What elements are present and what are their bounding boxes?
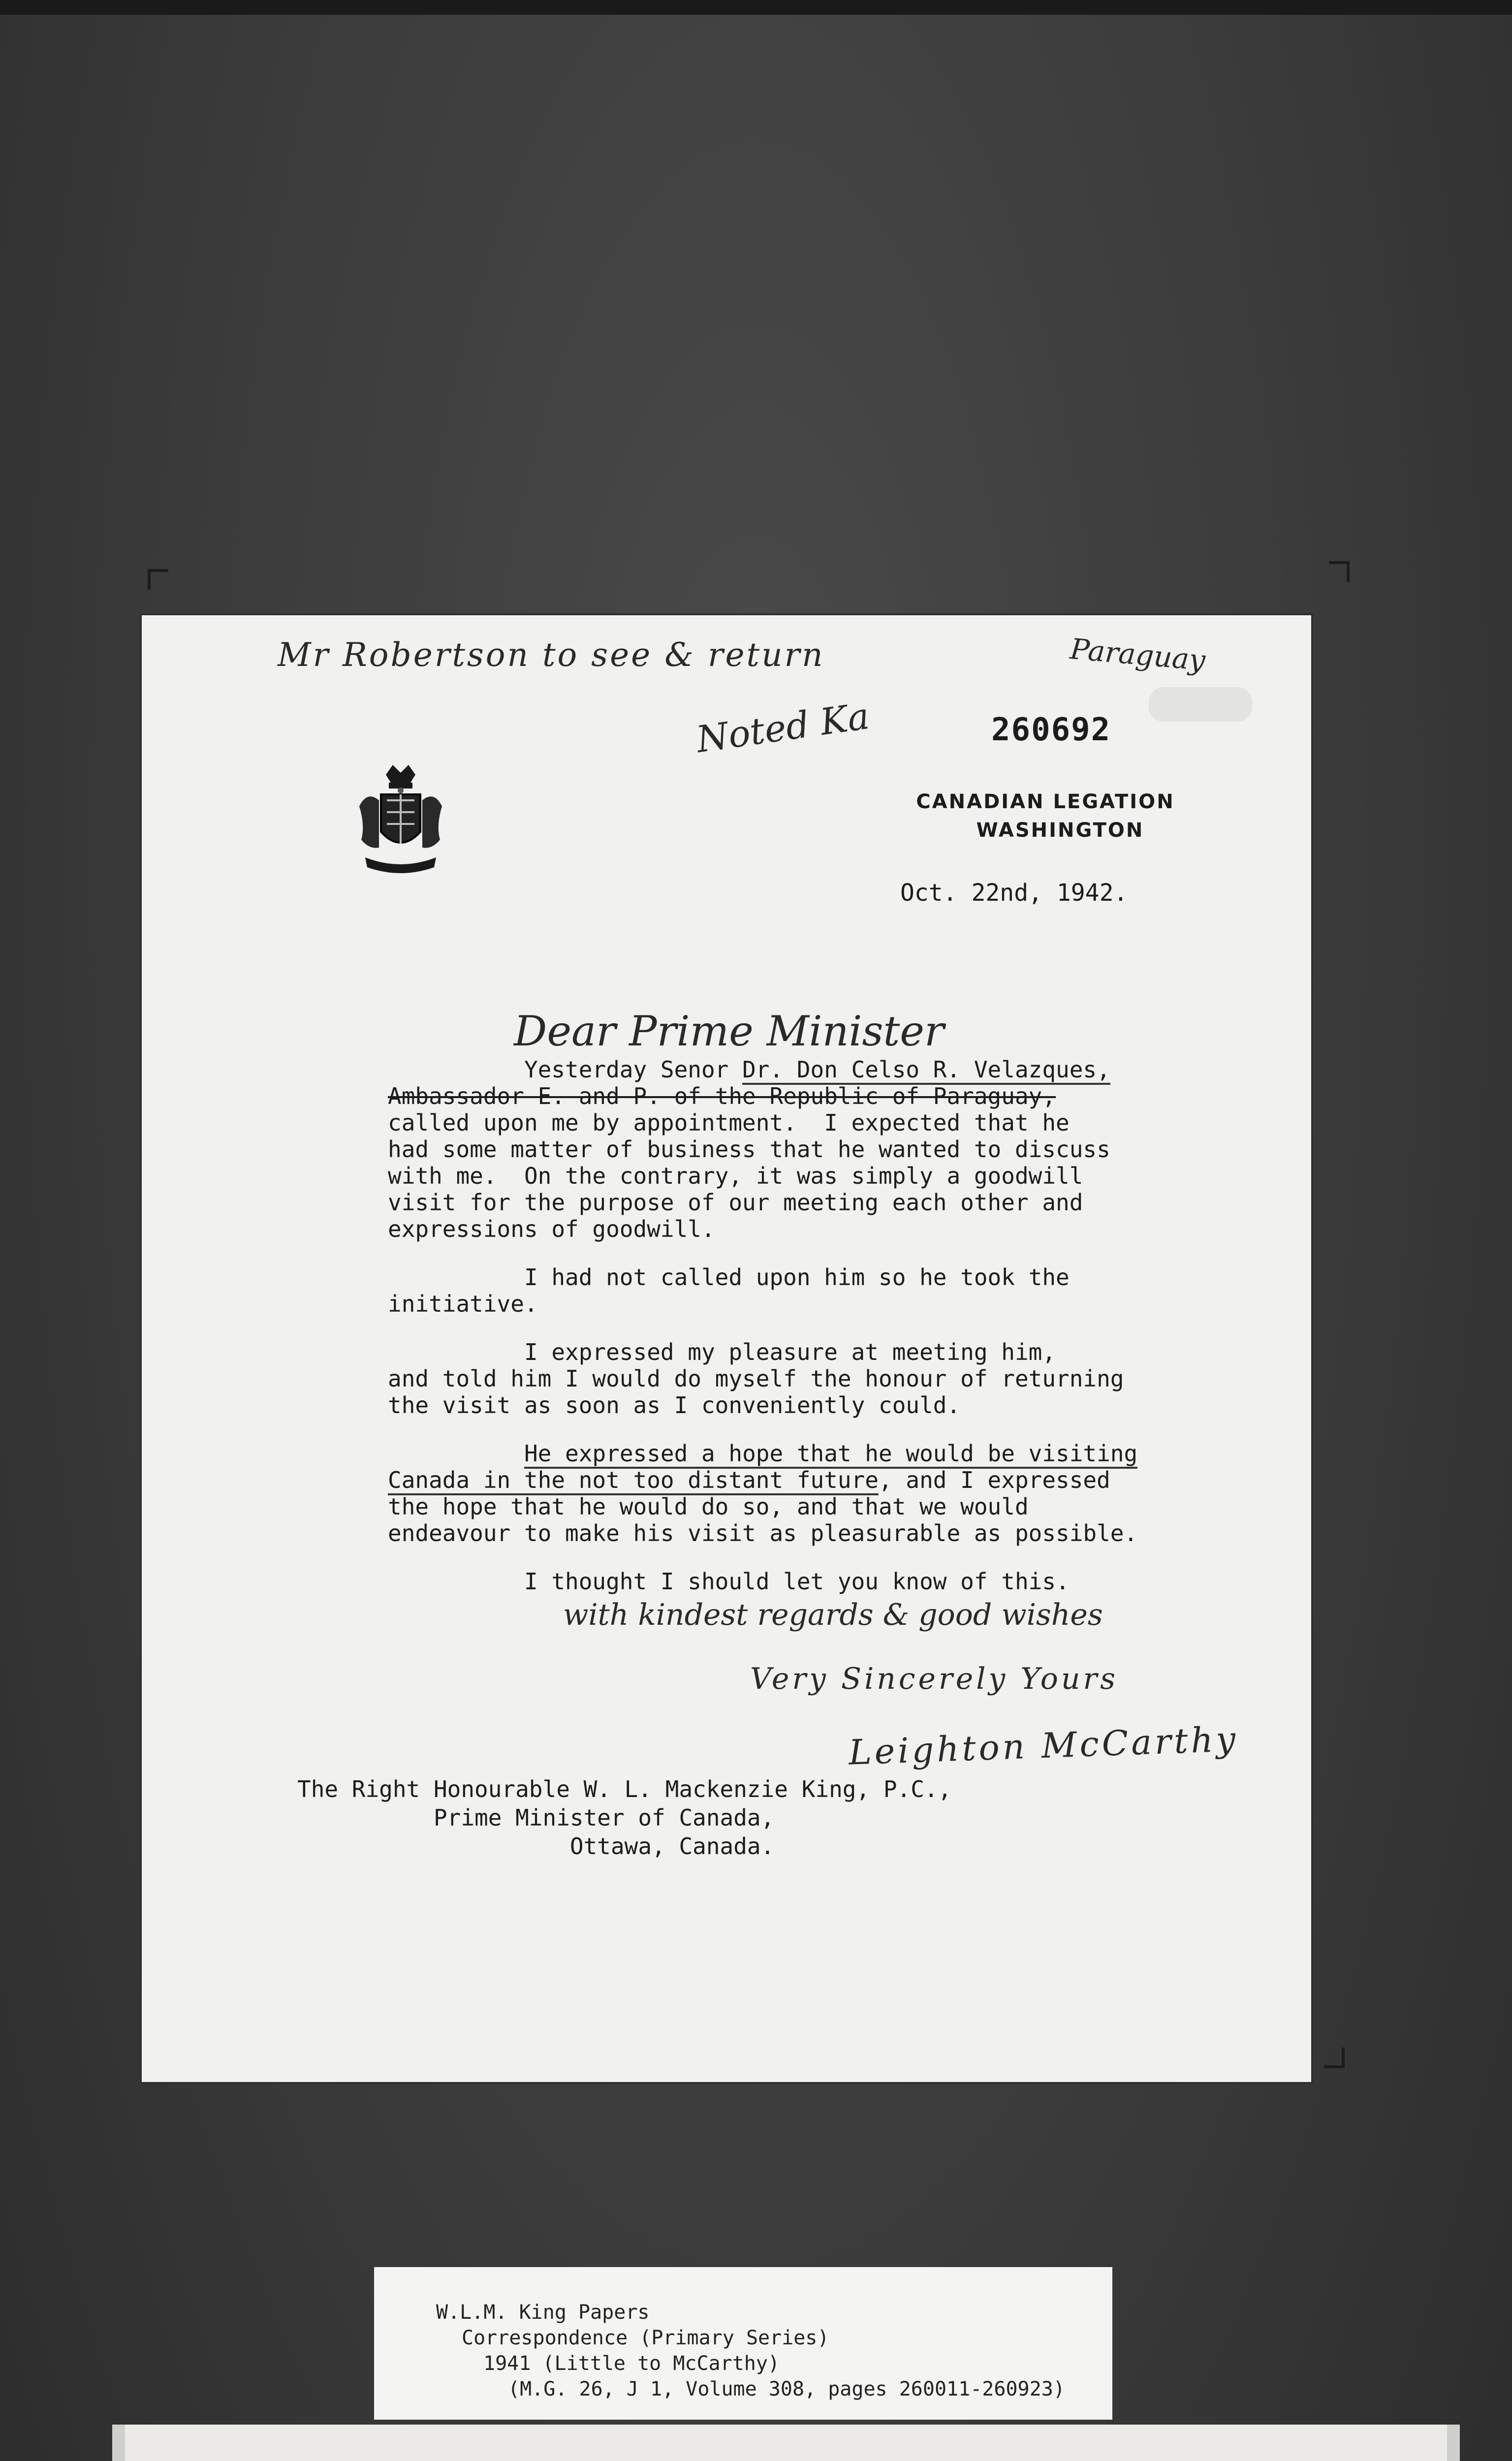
archives-board [112,2425,1460,2461]
ref-years: 1941 (Little to McCarthy) [483,2352,780,2375]
p4-underlined-a: He expressed a hope that he would be visiting [524,1440,1137,1469]
addressee-block: The Right Honourable W. L. Mackenzie King, P.C., Prime Minister of Canada, Ottawa, Canada. [297,1776,952,1860]
paragraph-3: I expressed my pleasure at meeting him, and told him I would do myself the honour of returning the visit as soon as I conveniently could. [388,1339,1124,1419]
ref-collection: W.L.M. King Papers [436,2301,650,2324]
p4-text-c: , and I expressed the hope that he would do so, and that we would endeavour to make his visit as pleasurable as possible. [388,1467,1138,1546]
crop-mark-bottom-right [1324,2048,1345,2068]
signature: Leighton McCarthy [848,1719,1239,1773]
letter-sheet [140,613,1313,2084]
p1-text-d: called upon me by appointment. I expected that he had some matter of business that he wanted to discuss with me. On the contrary, it was simply a goodwill visit for the purpose of our meeting each other and expressions of goodwill. [388,1109,1110,1242]
handwritten-country-note: Paraguay [1069,632,1207,677]
p4-underlined-b: Canada in the not too distant future [388,1467,879,1495]
crop-mark-top-left [148,569,168,590]
handwritten-salutation: Dear Prime Minister [514,1007,945,1055]
handwritten-closing: with kindest regards & good wishes [563,1598,1103,1632]
p1-text-a: Yesterday Senor [388,1056,743,1083]
paragraph-5: I thought I should let you know of this. [388,1568,1070,1595]
handwritten-valediction: Very Sincerely Yours [750,1662,1119,1696]
paper-smudge [1149,687,1252,722]
paragraph-4 [388,1440,1215,1546]
film-edge-top [0,0,1512,15]
letterhead [888,790,1203,848]
paragraph-1 [388,1056,1215,1242]
coat-of-arms-icon [351,761,450,884]
p1-underlined-name: Dr. Don Celso R. Velazques, [742,1056,1110,1085]
letter-body [388,1056,1215,1616]
file-number-stamp: 260692 [991,712,1111,748]
letter-date: Oct. 22nd, 1942. [900,879,1128,907]
paragraph-2: I had not called upon him so he took the initiative. [388,1264,1070,1317]
handwritten-routing-note: Mr Robertson to see & return [278,636,825,674]
crop-mark-top-right [1329,561,1350,582]
reference-label [374,2267,1112,2420]
letterhead-city: WASHINGTON [976,819,1144,842]
letterhead-name: CANADIAN LEGATION [916,790,1175,813]
ref-series: Correspondence (Primary Series) [462,2327,829,2349]
p1-struck-title: Ambassador E. and P. of the Republic of Paraguay, [388,1083,1056,1109]
ref-volume: (M.G. 26, J 1, Volume 308, pages 260011-260923) [508,2378,1065,2400]
handwritten-noted-mark: Noted Ka [693,694,872,761]
